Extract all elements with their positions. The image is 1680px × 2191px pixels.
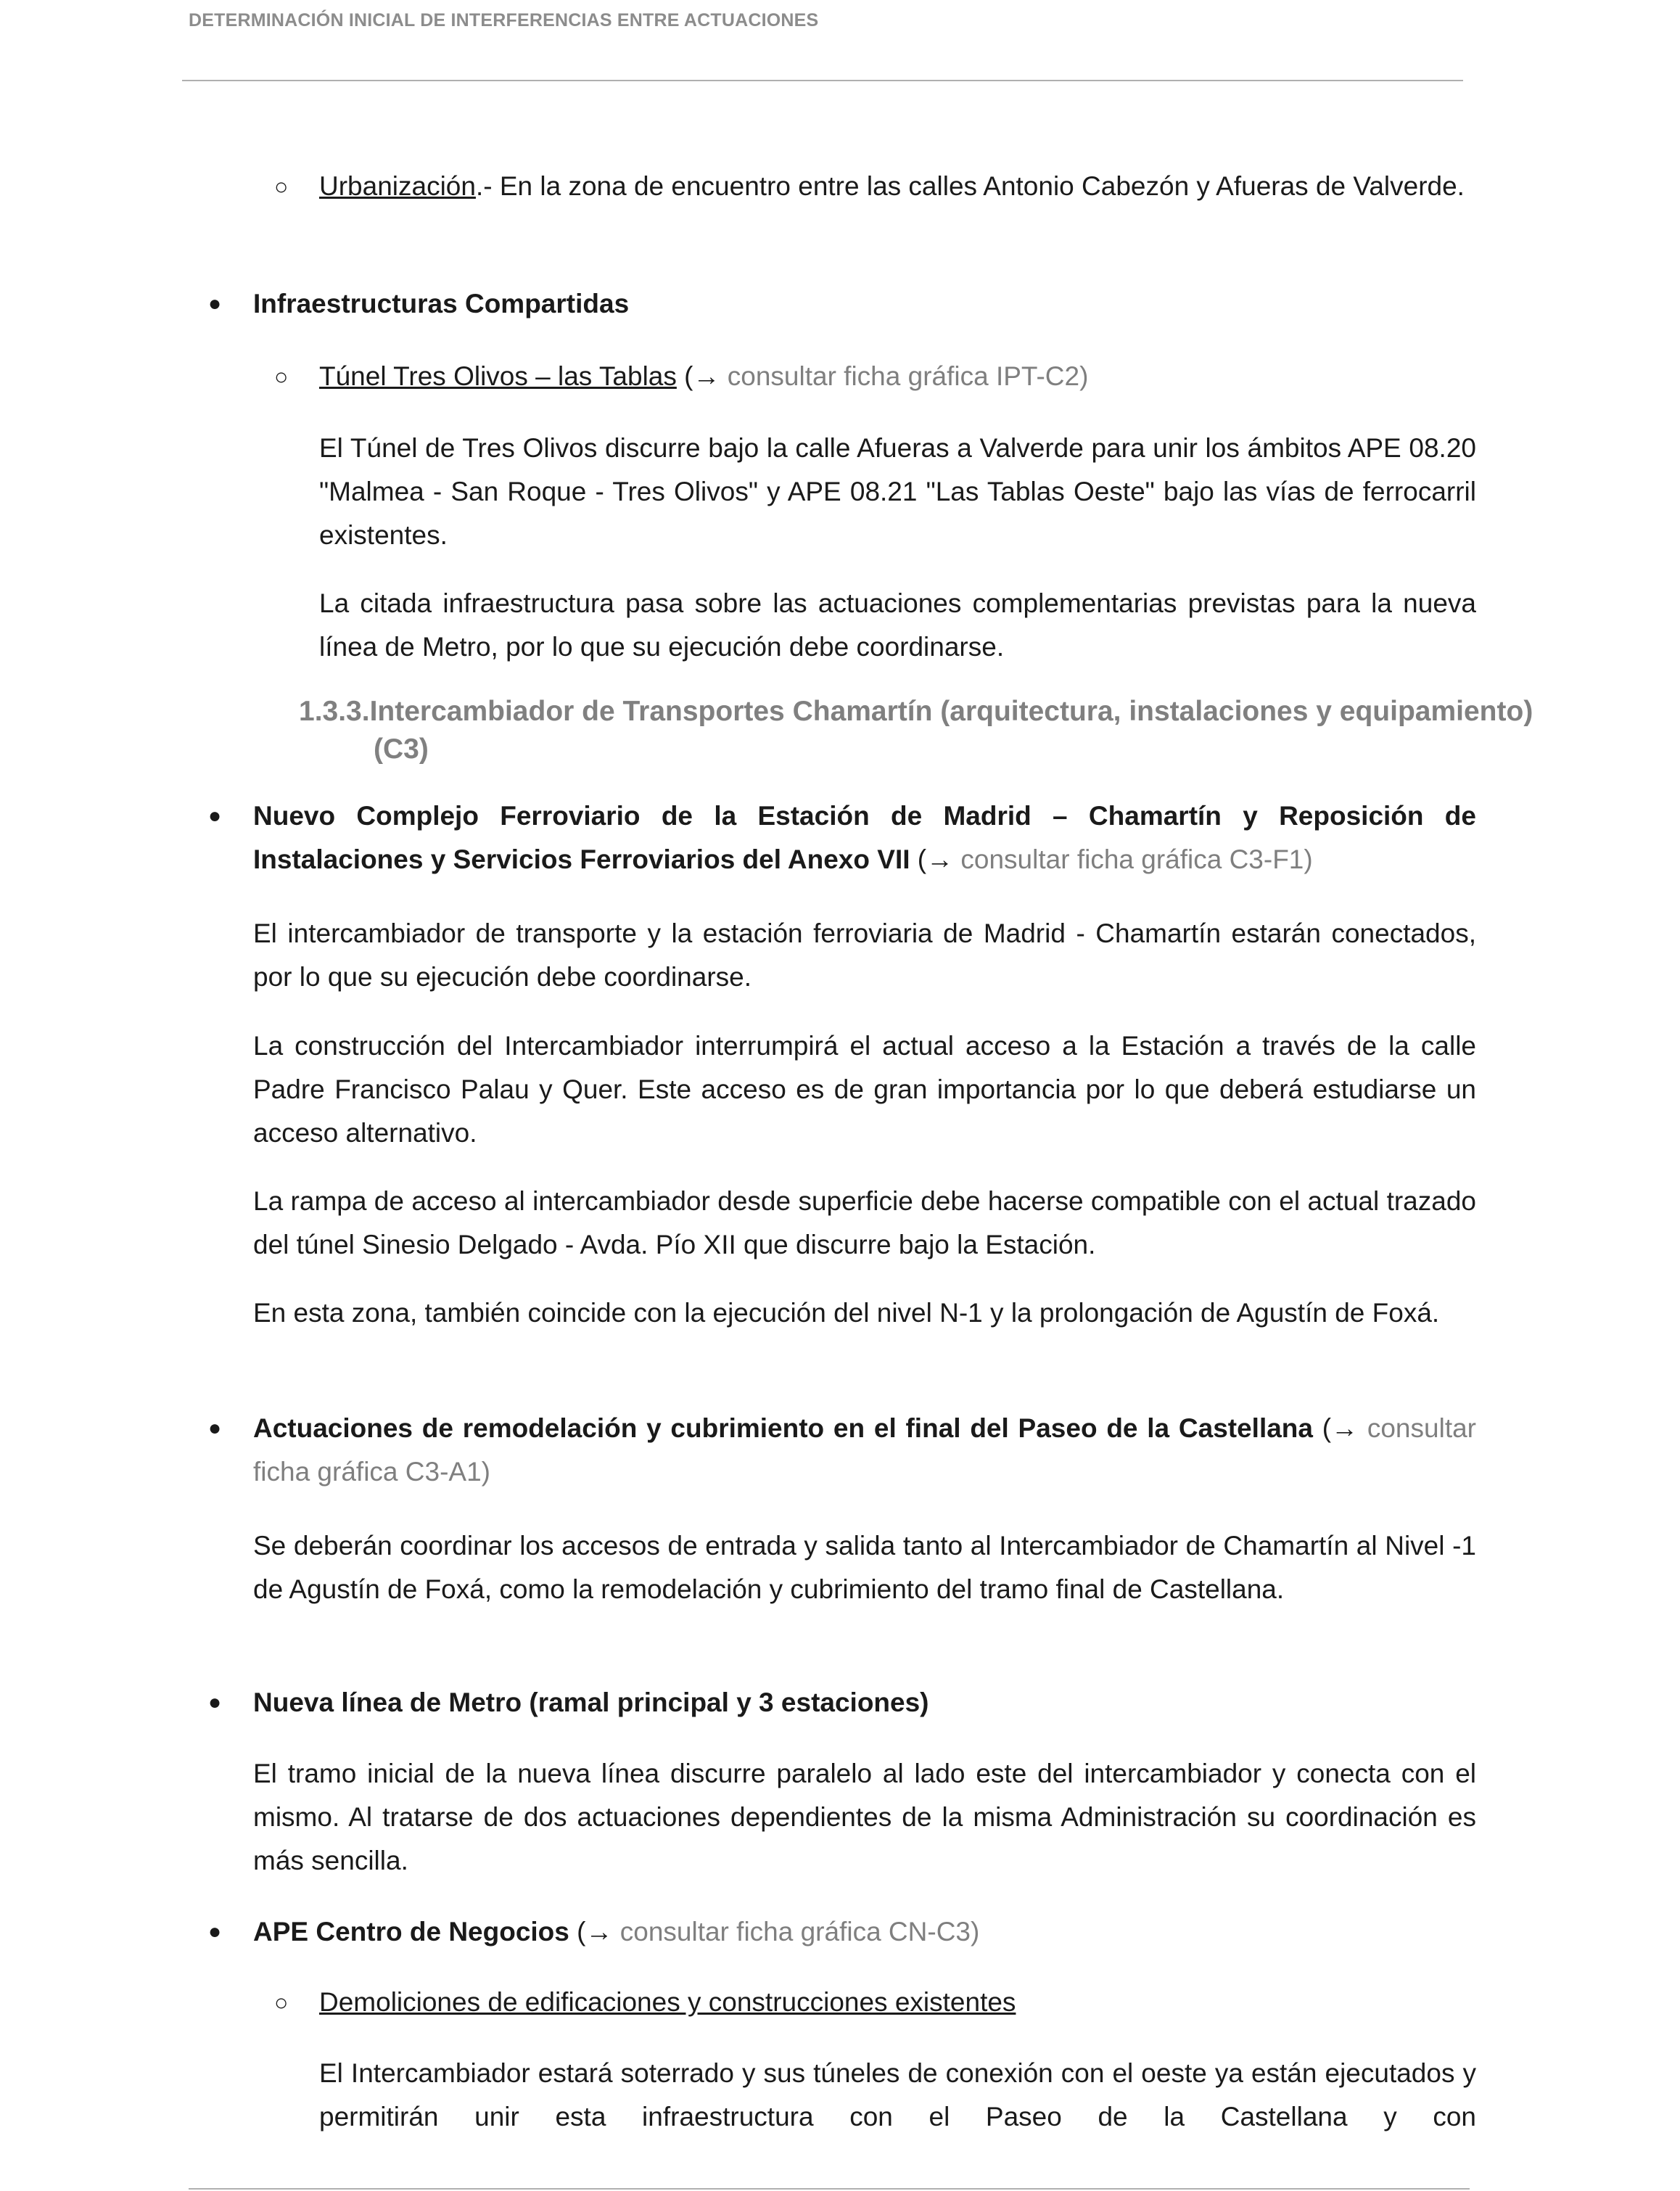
urbanizacion-item [274, 165, 1476, 208]
paragraph: El tramo inicial de la nueva línea discurre paralelo al lado este del intercambiador y conecta con el mismo. Al tratarse de dos actuaciones dependientes de la misma Administración su coordinación es más sencilla. [253, 1759, 1476, 1875]
tunel-item: ○ Túnel Tres Olivos – las Tablas (→ consultar ficha gráfica IPT-C2) [319, 355, 1476, 398]
ref-link: consultar ficha gráfica C3-F1 [960, 844, 1304, 874]
paragraph: La rampa de acceso al intercambiador desde superficie debe hacerse compatible con el actual trazado del túnel Sinesio Delgado - Avda. Pío XII que discurre bajo la Estación. [253, 1186, 1476, 1259]
infra-heading [208, 282, 1476, 326]
footer-rule [189, 2188, 1470, 2190]
paragraph: El intercambiador de transporte y la estación ferroviaria de Madrid - Chamartín estarán conectados, por lo que su ejecución debe coordinarse. [253, 918, 1476, 992]
circle-bullet-icon: ○ [274, 1989, 289, 2015]
bullet-icon: ● [208, 1690, 222, 1714]
item-title: APE Centro de Negocios [253, 1917, 569, 1947]
metro-item [208, 1681, 1476, 1725]
header-rule [182, 80, 1463, 81]
ref-link: consultar ficha gráfica IPT-C2 [727, 361, 1080, 391]
running-header: DETERMINACIÓN INICIAL DE INTERFERENCIAS ENTRE ACTUACIONES [189, 10, 819, 30]
item-label: Urbanización [319, 171, 476, 201]
circle-bullet-icon: ○ [274, 363, 289, 390]
complejo-item: ● Nuevo Complejo Ferroviario de la Estación de Madrid – Chamartín y Reposición de Instalaciones y Servicios Ferroviarios del Anexo VII (→ consultar ficha gráfica C3-F1) [253, 794, 1476, 881]
bullet-icon: ● [208, 1416, 222, 1440]
demoliciones-item [274, 1981, 1476, 2024]
paragraph: En esta zona, también coincide con la ejecución del nivel N-1 y la prolongación de Agustín de Foxá. [253, 1298, 1440, 1328]
item-label: Túnel Tres Olivos – las Tablas [319, 361, 677, 391]
item-title: Nueva línea de Metro (ramal principal y 3 estaciones) [253, 1688, 929, 1717]
section-number: 1.3.3. [299, 696, 370, 727]
ref-link: consultar ficha gráfica C3-A1 [253, 1413, 1476, 1487]
heading-text: Infraestructuras Compartidas [253, 289, 630, 318]
circle-bullet-icon: ○ [274, 173, 289, 200]
paragraph: Se deberán coordinar los accesos de entrada y salida tanto al Intercambiador de Chamartín al Nivel -1 de Agustín de Foxá, como la remodelación y cubrimiento del tramo final de Castellana. [253, 1531, 1476, 1604]
item-title: Actuaciones de remodelación y cubrimiento en el final del Paseo de la Castellana [253, 1413, 1313, 1443]
item-title: Nuevo Complejo Ferroviario de la Estación de Madrid – Chamartín y Reposición de Instalaciones y Servicios Ferroviarios del Anexo VII [253, 801, 1476, 874]
bullet-icon: ● [208, 1920, 222, 1944]
arrow-icon: → [1331, 1413, 1359, 1443]
arrow-icon: → [693, 361, 720, 391]
castellana-item: ● Actuaciones de remodelación y cubrimiento en el final del Paseo de la Castellana (→ consultar ficha gráfica C3-A1) [253, 1407, 1476, 1494]
bullet-icon: ● [208, 804, 222, 828]
arrow-icon: → [585, 1917, 613, 1947]
item-label: Demoliciones de edificaciones y construcciones existentes [319, 1987, 1016, 2017]
paragraph: El Túnel de Tres Olivos discurre bajo la calle Afueras a Valverde para unir los ámbitos APE 08.20 "Malmea - San Roque - Tres Olivos" y APE 08.21 "Las Tablas Oeste" bajo las vías de ferrocarril existentes. [319, 433, 1476, 550]
ape-item: ● APE Centro de Negocios (→ consultar ficha gráfica CN-C3) [253, 1910, 1476, 1954]
paragraph: El Intercambiador estará soterrado y sus túneles de conexión con el oeste ya están ejecutados y permitirán unir esta infraestructura con el Paseo de la Castellana y con [319, 2058, 1476, 2132]
section-heading [299, 693, 1549, 768]
bullet-icon: ● [208, 292, 222, 316]
paragraph: La citada infraestructura pasa sobre las actuaciones complementarias previstas para la nueva línea de Metro, por lo que su ejecución debe coordinarse. [319, 588, 1476, 662]
section-title: Intercambiador de Transportes Chamartín (arquitectura, instalaciones y equipamiento) (C3) [369, 696, 1533, 765]
paragraph: La construcción del Intercambiador interrumpirá el actual acceso a la Estación a través de la calle Padre Francisco Palau y Quer. Este acceso es de gran importancia por lo que deberá estudiarse un acceso alternativo. [253, 1031, 1476, 1148]
arrow-icon: → [926, 844, 954, 874]
ref-link: consultar ficha gráfica CN-C3 [619, 1917, 971, 1947]
item-text: .- En la zona de encuentro entre las calles Antonio Cabezón y Afueras de Valverde. [475, 171, 1465, 201]
